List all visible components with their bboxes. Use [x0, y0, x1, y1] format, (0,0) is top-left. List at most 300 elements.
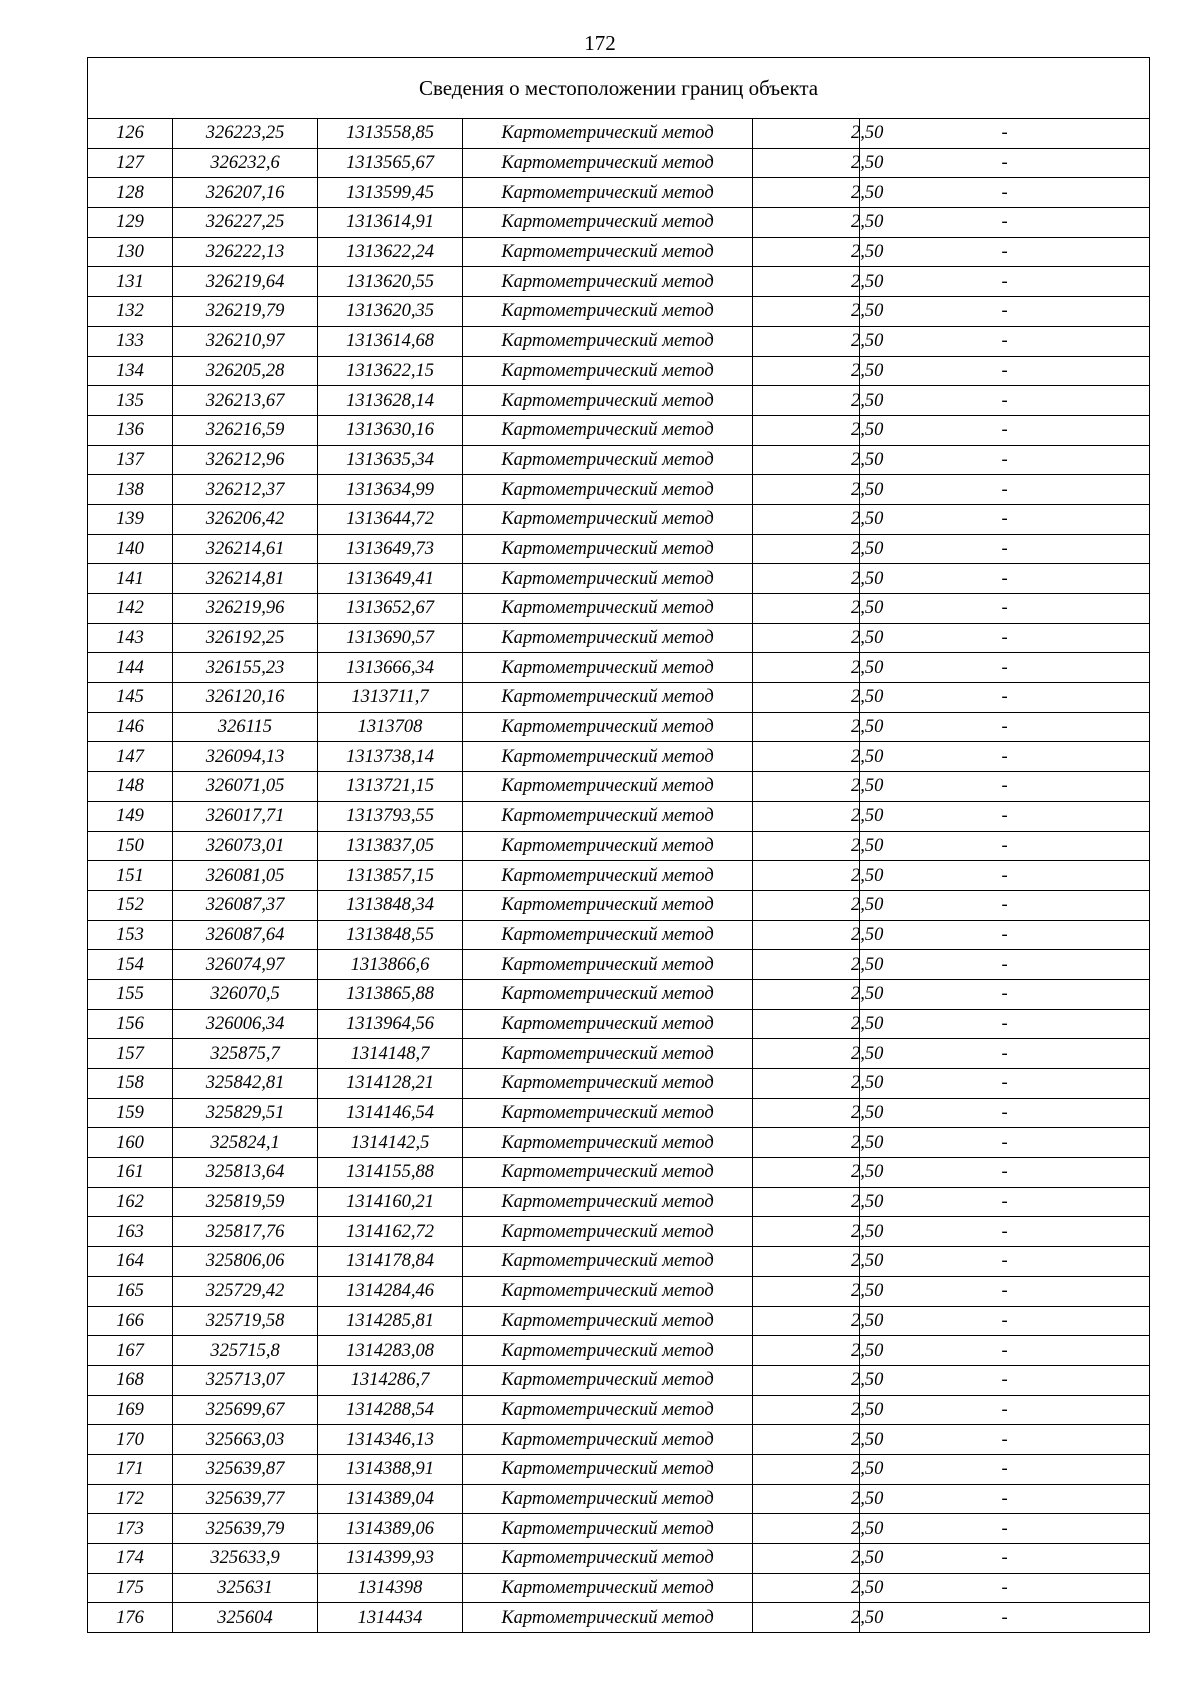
accuracy-cell: 2,50: [753, 326, 860, 356]
x-coordinate-cell: 325604: [173, 1603, 318, 1633]
table-row: [88, 178, 1150, 208]
point-number-cell: 152: [88, 890, 173, 920]
table-row: [88, 1039, 1150, 1069]
point-number-cell: 167: [88, 1336, 173, 1366]
method-cell: Картометрический метод: [463, 1425, 753, 1455]
table-row: [88, 1009, 1150, 1039]
method-cell: Картометрический метод: [463, 1603, 753, 1633]
description-cell: -: [860, 979, 1150, 1009]
accuracy-cell: 2,50: [753, 445, 860, 475]
table-row: [88, 267, 1150, 297]
table-row: [88, 1365, 1150, 1395]
description-cell: -: [860, 890, 1150, 920]
description-cell: -: [860, 1425, 1150, 1455]
point-number-cell: 162: [88, 1187, 173, 1217]
table-row: [88, 1158, 1150, 1188]
x-coordinate-cell: 326073,01: [173, 831, 318, 861]
description-cell: -: [860, 1187, 1150, 1217]
method-cell: Картометрический метод: [463, 1514, 753, 1544]
point-number-cell: 126: [88, 119, 173, 149]
point-number-cell: 175: [88, 1573, 173, 1603]
table-row: [88, 504, 1150, 534]
description-cell: -: [860, 1247, 1150, 1277]
point-number-cell: 142: [88, 594, 173, 624]
x-coordinate-cell: 326115: [173, 712, 318, 742]
table-row: [88, 920, 1150, 950]
table-row: [88, 890, 1150, 920]
table-row: [88, 1484, 1150, 1514]
y-coordinate-cell: 1313630,16: [318, 415, 463, 445]
description-cell: -: [860, 119, 1150, 149]
method-cell: Картометрический метод: [463, 1336, 753, 1366]
accuracy-cell: 2,50: [753, 564, 860, 594]
table-row: [88, 475, 1150, 505]
accuracy-cell: 2,50: [753, 890, 860, 920]
y-coordinate-cell: 1314283,08: [318, 1336, 463, 1366]
method-cell: Картометрический метод: [463, 237, 753, 267]
accuracy-cell: 2,50: [753, 1336, 860, 1366]
description-cell: -: [860, 742, 1150, 772]
accuracy-cell: 2,50: [753, 1514, 860, 1544]
y-coordinate-cell: 1313837,05: [318, 831, 463, 861]
y-coordinate-cell: 1313634,99: [318, 475, 463, 505]
description-cell: -: [860, 1306, 1150, 1336]
method-cell: Картометрический метод: [463, 712, 753, 742]
accuracy-cell: 2,50: [753, 683, 860, 713]
y-coordinate-cell: 1313644,72: [318, 504, 463, 534]
description-cell: -: [860, 356, 1150, 386]
description-cell: -: [860, 445, 1150, 475]
x-coordinate-cell: 325829,51: [173, 1098, 318, 1128]
method-cell: Картометрический метод: [463, 415, 753, 445]
method-cell: Картометрический метод: [463, 920, 753, 950]
description-cell: -: [860, 564, 1150, 594]
y-coordinate-cell: 1314399,93: [318, 1544, 463, 1574]
y-coordinate-cell: 1313649,41: [318, 564, 463, 594]
y-coordinate-cell: 1314346,13: [318, 1425, 463, 1455]
table-row: [88, 237, 1150, 267]
y-coordinate-cell: 1313622,24: [318, 237, 463, 267]
point-number-cell: 170: [88, 1425, 173, 1455]
point-number-cell: 137: [88, 445, 173, 475]
accuracy-cell: 2,50: [753, 237, 860, 267]
x-coordinate-cell: 325639,79: [173, 1514, 318, 1544]
method-cell: Картометрический метод: [463, 801, 753, 831]
point-number-cell: 154: [88, 950, 173, 980]
method-cell: Картометрический метод: [463, 504, 753, 534]
x-coordinate-cell: 326087,37: [173, 890, 318, 920]
method-cell: Картометрический метод: [463, 742, 753, 772]
table-row: [88, 208, 1150, 238]
y-coordinate-cell: 1313558,85: [318, 119, 463, 149]
y-coordinate-cell: 1314286,7: [318, 1365, 463, 1395]
x-coordinate-cell: 326223,25: [173, 119, 318, 149]
point-number-cell: 133: [88, 326, 173, 356]
description-cell: -: [860, 1009, 1150, 1039]
accuracy-cell: 2,50: [753, 1217, 860, 1247]
x-coordinate-cell: 325729,42: [173, 1276, 318, 1306]
y-coordinate-cell: 1313857,15: [318, 861, 463, 891]
x-coordinate-cell: 326074,97: [173, 950, 318, 980]
method-cell: Картометрический метод: [463, 534, 753, 564]
description-cell: -: [860, 831, 1150, 861]
y-coordinate-cell: 1314178,84: [318, 1247, 463, 1277]
x-coordinate-cell: 326207,16: [173, 178, 318, 208]
accuracy-cell: 2,50: [753, 356, 860, 386]
x-coordinate-cell: 326219,96: [173, 594, 318, 624]
accuracy-cell: 2,50: [753, 148, 860, 178]
table-row: [88, 1306, 1150, 1336]
point-number-cell: 135: [88, 386, 173, 416]
x-coordinate-cell: 326216,59: [173, 415, 318, 445]
point-number-cell: 159: [88, 1098, 173, 1128]
point-number-cell: 128: [88, 178, 173, 208]
y-coordinate-cell: 1314160,21: [318, 1187, 463, 1217]
method-cell: Картометрический метод: [463, 1158, 753, 1188]
method-cell: Картометрический метод: [463, 979, 753, 1009]
y-coordinate-cell: 1313964,56: [318, 1009, 463, 1039]
y-coordinate-cell: 1313721,15: [318, 772, 463, 802]
table-title: Сведения о местоположении границ объекта: [88, 58, 1150, 119]
accuracy-cell: 2,50: [753, 1039, 860, 1069]
table-body: [88, 58, 1150, 1633]
point-number-cell: 165: [88, 1276, 173, 1306]
y-coordinate-cell: 1314389,04: [318, 1484, 463, 1514]
point-number-cell: 143: [88, 623, 173, 653]
description-cell: -: [860, 801, 1150, 831]
y-coordinate-cell: 1313690,57: [318, 623, 463, 653]
table-row: [88, 1395, 1150, 1425]
accuracy-cell: 2,50: [753, 1187, 860, 1217]
x-coordinate-cell: 325719,58: [173, 1306, 318, 1336]
point-number-cell: 172: [88, 1484, 173, 1514]
description-cell: -: [860, 594, 1150, 624]
description-cell: -: [860, 1544, 1150, 1574]
x-coordinate-cell: 326212,37: [173, 475, 318, 505]
accuracy-cell: 2,50: [753, 1454, 860, 1484]
description-cell: -: [860, 1039, 1150, 1069]
x-coordinate-cell: 326219,64: [173, 267, 318, 297]
x-coordinate-cell: 326070,5: [173, 979, 318, 1009]
point-number-cell: 147: [88, 742, 173, 772]
accuracy-cell: 2,50: [753, 801, 860, 831]
method-cell: Картометрический метод: [463, 178, 753, 208]
y-coordinate-cell: 1314388,91: [318, 1454, 463, 1484]
y-coordinate-cell: 1313599,45: [318, 178, 463, 208]
y-coordinate-cell: 1314285,81: [318, 1306, 463, 1336]
accuracy-cell: 2,50: [753, 831, 860, 861]
method-cell: Картометрический метод: [463, 831, 753, 861]
table-row: [88, 356, 1150, 386]
table-row: [88, 1603, 1150, 1633]
boundary-table: [87, 57, 1150, 1633]
x-coordinate-cell: 326227,25: [173, 208, 318, 238]
y-coordinate-cell: 1313711,7: [318, 683, 463, 713]
accuracy-cell: 2,50: [753, 1603, 860, 1633]
point-number-cell: 127: [88, 148, 173, 178]
y-coordinate-cell: 1314162,72: [318, 1217, 463, 1247]
method-cell: Картометрический метод: [463, 564, 753, 594]
point-number-cell: 164: [88, 1247, 173, 1277]
x-coordinate-cell: 325817,76: [173, 1217, 318, 1247]
description-cell: -: [860, 1365, 1150, 1395]
description-cell: -: [860, 1514, 1150, 1544]
y-coordinate-cell: 1313652,67: [318, 594, 463, 624]
point-number-cell: 176: [88, 1603, 173, 1633]
table-row: [88, 653, 1150, 683]
x-coordinate-cell: 326232,6: [173, 148, 318, 178]
accuracy-cell: 2,50: [753, 623, 860, 653]
y-coordinate-cell: 1313649,73: [318, 534, 463, 564]
accuracy-cell: 2,50: [753, 979, 860, 1009]
point-number-cell: 166: [88, 1306, 173, 1336]
description-cell: -: [860, 712, 1150, 742]
x-coordinate-cell: 325713,07: [173, 1365, 318, 1395]
point-number-cell: 130: [88, 237, 173, 267]
table-row: [88, 1544, 1150, 1574]
accuracy-cell: 2,50: [753, 1484, 860, 1514]
x-coordinate-cell: 325715,8: [173, 1336, 318, 1366]
table-row: [88, 683, 1150, 713]
table-row: [88, 564, 1150, 594]
table-row: [88, 801, 1150, 831]
table-row: [88, 1069, 1150, 1099]
accuracy-cell: 2,50: [753, 1069, 860, 1099]
description-cell: -: [860, 1573, 1150, 1603]
y-coordinate-cell: 1314434: [318, 1603, 463, 1633]
description-cell: -: [860, 920, 1150, 950]
x-coordinate-cell: 325631: [173, 1573, 318, 1603]
accuracy-cell: 2,50: [753, 1365, 860, 1395]
method-cell: Картометрический метод: [463, 1098, 753, 1128]
y-coordinate-cell: 1314128,21: [318, 1069, 463, 1099]
description-cell: -: [860, 1336, 1150, 1366]
method-cell: Картометрический метод: [463, 1306, 753, 1336]
description-cell: -: [860, 148, 1150, 178]
table-row: [88, 297, 1150, 327]
table-row: [88, 386, 1150, 416]
x-coordinate-cell: 326214,81: [173, 564, 318, 594]
accuracy-cell: 2,50: [753, 297, 860, 327]
accuracy-cell: 2,50: [753, 119, 860, 149]
accuracy-cell: 2,50: [753, 504, 860, 534]
y-coordinate-cell: 1313848,55: [318, 920, 463, 950]
accuracy-cell: 2,50: [753, 594, 860, 624]
y-coordinate-cell: 1314288,54: [318, 1395, 463, 1425]
point-number-cell: 141: [88, 564, 173, 594]
method-cell: Картометрический метод: [463, 208, 753, 238]
method-cell: Картометрический метод: [463, 356, 753, 386]
point-number-cell: 131: [88, 267, 173, 297]
x-coordinate-cell: 325806,06: [173, 1247, 318, 1277]
x-coordinate-cell: 325824,1: [173, 1128, 318, 1158]
table-row: [88, 1336, 1150, 1366]
accuracy-cell: 2,50: [753, 861, 860, 891]
method-cell: Картометрический метод: [463, 1009, 753, 1039]
method-cell: Картометрический метод: [463, 1128, 753, 1158]
table-row: [88, 148, 1150, 178]
description-cell: -: [860, 386, 1150, 416]
accuracy-cell: 2,50: [753, 1544, 860, 1574]
x-coordinate-cell: 325633,9: [173, 1544, 318, 1574]
table-row: [88, 1276, 1150, 1306]
description-cell: -: [860, 326, 1150, 356]
x-coordinate-cell: 325699,67: [173, 1395, 318, 1425]
point-number-cell: 155: [88, 979, 173, 1009]
x-coordinate-cell: 325813,64: [173, 1158, 318, 1188]
x-coordinate-cell: 326192,25: [173, 623, 318, 653]
point-number-cell: 140: [88, 534, 173, 564]
description-cell: -: [860, 861, 1150, 891]
point-number-cell: 146: [88, 712, 173, 742]
table-row: [88, 831, 1150, 861]
table-row: [88, 326, 1150, 356]
accuracy-cell: 2,50: [753, 1158, 860, 1188]
description-cell: -: [860, 772, 1150, 802]
y-coordinate-cell: 1314148,7: [318, 1039, 463, 1069]
x-coordinate-cell: 326219,79: [173, 297, 318, 327]
method-cell: Картометрический метод: [463, 326, 753, 356]
point-number-cell: 132: [88, 297, 173, 327]
x-coordinate-cell: 325639,87: [173, 1454, 318, 1484]
description-cell: -: [860, 683, 1150, 713]
table-row: [88, 979, 1150, 1009]
method-cell: Картометрический метод: [463, 297, 753, 327]
x-coordinate-cell: 326081,05: [173, 861, 318, 891]
accuracy-cell: 2,50: [753, 534, 860, 564]
y-coordinate-cell: 1313866,6: [318, 950, 463, 980]
method-cell: Картометрический метод: [463, 683, 753, 713]
y-coordinate-cell: 1313738,14: [318, 742, 463, 772]
table-row: [88, 772, 1150, 802]
method-cell: Картометрический метод: [463, 445, 753, 475]
x-coordinate-cell: 326006,34: [173, 1009, 318, 1039]
table-row: [88, 1425, 1150, 1455]
description-cell: -: [860, 504, 1150, 534]
table-row: [88, 594, 1150, 624]
table-title-row: [88, 58, 1150, 119]
description-cell: -: [860, 1098, 1150, 1128]
accuracy-cell: 2,50: [753, 1276, 860, 1306]
table-row: [88, 1573, 1150, 1603]
description-cell: -: [860, 297, 1150, 327]
method-cell: Картометрический метод: [463, 890, 753, 920]
accuracy-cell: 2,50: [753, 920, 860, 950]
point-number-cell: 138: [88, 475, 173, 505]
y-coordinate-cell: 1313793,55: [318, 801, 463, 831]
point-number-cell: 157: [88, 1039, 173, 1069]
table-row: [88, 1128, 1150, 1158]
y-coordinate-cell: 1314155,88: [318, 1158, 463, 1188]
accuracy-cell: 2,50: [753, 653, 860, 683]
y-coordinate-cell: 1314398: [318, 1573, 463, 1603]
accuracy-cell: 2,50: [753, 415, 860, 445]
method-cell: Картометрический метод: [463, 386, 753, 416]
table-row: [88, 950, 1150, 980]
x-coordinate-cell: 325819,59: [173, 1187, 318, 1217]
point-number-cell: 145: [88, 683, 173, 713]
table-row: [88, 415, 1150, 445]
table-row: [88, 623, 1150, 653]
x-coordinate-cell: 325639,77: [173, 1484, 318, 1514]
x-coordinate-cell: 326206,42: [173, 504, 318, 534]
description-cell: -: [860, 1454, 1150, 1484]
y-coordinate-cell: 1314146,54: [318, 1098, 463, 1128]
table-row: [88, 1098, 1150, 1128]
description-cell: -: [860, 1484, 1150, 1514]
description-cell: -: [860, 475, 1150, 505]
description-cell: -: [860, 267, 1150, 297]
method-cell: Картометрический метод: [463, 950, 753, 980]
x-coordinate-cell: 325842,81: [173, 1069, 318, 1099]
point-number-cell: 151: [88, 861, 173, 891]
point-number-cell: 148: [88, 772, 173, 802]
accuracy-cell: 2,50: [753, 208, 860, 238]
point-number-cell: 173: [88, 1514, 173, 1544]
x-coordinate-cell: 326205,28: [173, 356, 318, 386]
table-row: [88, 1187, 1150, 1217]
point-number-cell: 163: [88, 1217, 173, 1247]
point-number-cell: 129: [88, 208, 173, 238]
method-cell: Картометрический метод: [463, 1484, 753, 1514]
x-coordinate-cell: 326087,64: [173, 920, 318, 950]
method-cell: Картометрический метод: [463, 1544, 753, 1574]
table-row: [88, 1514, 1150, 1544]
point-number-cell: 158: [88, 1069, 173, 1099]
point-number-cell: 171: [88, 1454, 173, 1484]
table-row: [88, 742, 1150, 772]
y-coordinate-cell: 1313708: [318, 712, 463, 742]
table-row: [88, 1454, 1150, 1484]
table-row: [88, 712, 1150, 742]
y-coordinate-cell: 1313620,35: [318, 297, 463, 327]
accuracy-cell: 2,50: [753, 1009, 860, 1039]
accuracy-cell: 2,50: [753, 950, 860, 980]
accuracy-cell: 2,50: [753, 1128, 860, 1158]
method-cell: Картометрический метод: [463, 1276, 753, 1306]
method-cell: Картометрический метод: [463, 1217, 753, 1247]
point-number-cell: 136: [88, 415, 173, 445]
method-cell: Картометрический метод: [463, 653, 753, 683]
description-cell: -: [860, 950, 1150, 980]
method-cell: Картометрический метод: [463, 119, 753, 149]
point-number-cell: 144: [88, 653, 173, 683]
x-coordinate-cell: 326214,61: [173, 534, 318, 564]
method-cell: Картометрический метод: [463, 1069, 753, 1099]
accuracy-cell: 2,50: [753, 1395, 860, 1425]
y-coordinate-cell: 1313865,88: [318, 979, 463, 1009]
description-cell: -: [860, 623, 1150, 653]
method-cell: Картометрический метод: [463, 148, 753, 178]
method-cell: Картометрический метод: [463, 772, 753, 802]
y-coordinate-cell: 1314389,06: [318, 1514, 463, 1544]
x-coordinate-cell: 326212,96: [173, 445, 318, 475]
x-coordinate-cell: 326094,13: [173, 742, 318, 772]
method-cell: Картометрический метод: [463, 623, 753, 653]
method-cell: Картометрический метод: [463, 1454, 753, 1484]
accuracy-cell: 2,50: [753, 178, 860, 208]
table-row: [88, 119, 1150, 149]
table-row: [88, 534, 1150, 564]
accuracy-cell: 2,50: [753, 742, 860, 772]
x-coordinate-cell: 325663,03: [173, 1425, 318, 1455]
accuracy-cell: 2,50: [753, 712, 860, 742]
description-cell: -: [860, 1069, 1150, 1099]
accuracy-cell: 2,50: [753, 1306, 860, 1336]
point-number-cell: 174: [88, 1544, 173, 1574]
x-coordinate-cell: 326017,71: [173, 801, 318, 831]
method-cell: Картометрический метод: [463, 1187, 753, 1217]
